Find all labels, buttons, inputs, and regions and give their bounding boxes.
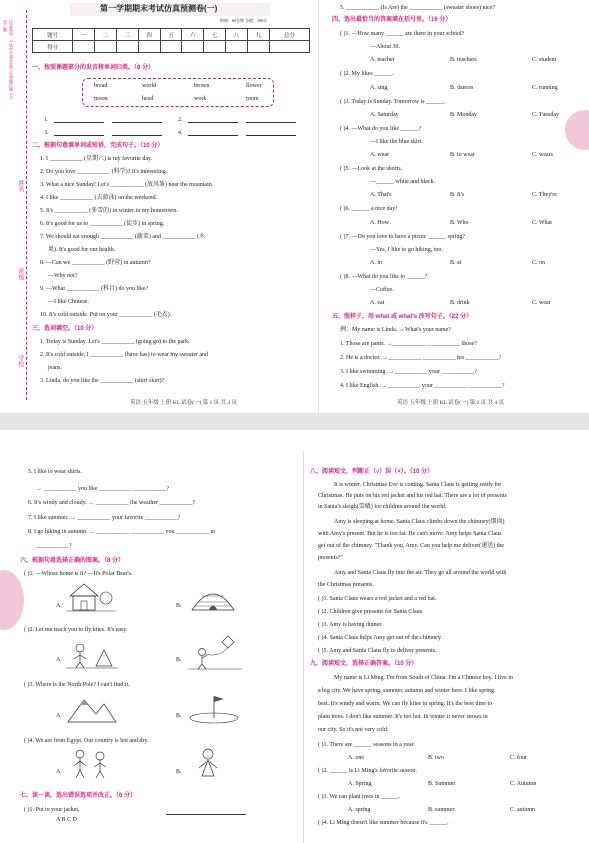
correction-blank[interactable]: [166, 808, 246, 815]
score-header: 八: [226, 29, 248, 41]
score-header: 题号: [33, 29, 73, 41]
score-cell[interactable]: [73, 41, 95, 53]
mc-question: ( )1. There are ______ seasons in a year.: [318, 742, 415, 748]
blank-label: 2.: [178, 117, 183, 123]
mc-option[interactable]: A. That's: [370, 192, 392, 198]
question-line: 4. I like ___________ (去游泳) on the weekend.: [40, 195, 158, 201]
score-cell[interactable]: [226, 41, 248, 53]
question-line: —Why not?: [48, 273, 78, 279]
mc-option[interactable]: C. What: [532, 220, 552, 226]
score-label: 得分: [33, 41, 73, 53]
option-a-label[interactable]: A.: [56, 603, 62, 609]
exam-page-1: [0, 0, 589, 413]
judgement-item: ( )2. Children give presents for Santa Claus.: [318, 609, 424, 615]
picture-question: ( )1. —Whose home is it? —It's Polar Bear's.: [24, 571, 133, 577]
mc-option[interactable]: B. drink: [450, 300, 470, 306]
score-header: 五: [160, 29, 182, 41]
question-line: ___________?: [36, 543, 72, 549]
question-line: → ___________ you like ___________ ___________?: [36, 486, 170, 492]
passage-line: with Amy's present. But he is too fat. He can't move. Amy helps Santa Claus: [318, 531, 502, 537]
mc-option[interactable]: C. wear: [532, 300, 551, 306]
option-b-label[interactable]: B.: [176, 603, 182, 609]
score-header: 二: [95, 29, 117, 41]
passage-line: get out of the chimney. "Thank you, Amy. Can you help me deliver(递送) the: [318, 543, 504, 549]
score-table: [32, 28, 310, 53]
mc-option[interactable]: A. teacher: [370, 57, 395, 63]
question-line: 9. —What ___________ (科目) do you like?: [40, 286, 149, 292]
blank-label: 4.: [178, 130, 183, 136]
kite-flying-picture[interactable]: [188, 634, 242, 670]
mc-option[interactable]: A. How: [370, 220, 389, 226]
error-option-letters: A B C D: [56, 817, 77, 823]
mc-option[interactable]: C. Autumn: [510, 781, 537, 787]
question-line: 6. It's windy and cloudy. → ___________ the weather ___________?: [28, 500, 196, 506]
mc-option[interactable]: C. on: [532, 260, 546, 266]
question-line: 7. We should eat enough ___________ (蔬菜) and ___________ (水: [40, 234, 206, 240]
mc-question: ( )4. Li Ming doesn't like summer because it's ______.: [318, 820, 449, 826]
mc-option[interactable]: B. dances: [450, 85, 474, 91]
option-a-label[interactable]: A.: [56, 769, 62, 775]
mc-question: ( )1. —How many ______ are there in your school?: [340, 31, 465, 37]
picture-question: ( )4. We are from Egypt. Our country is hot and dry.: [24, 738, 149, 744]
section-8-title: 八、阅读短文，判断正（√）误（×）。（10 分）: [310, 469, 434, 475]
question-line: 8. I go hiking in autumn. → ___________ ___________ you ___________ in: [28, 529, 216, 535]
question-line: jeans.: [48, 365, 62, 371]
right-column: [308, 430, 588, 843]
mc-question: ( )8. —What do you like to ______?: [340, 274, 428, 280]
score-cell[interactable]: [204, 41, 226, 53]
question-line: —I like Chinese.: [48, 299, 89, 305]
question-line: 5. ___________ (Is Are) the ___________ (sweater shoes) nice?: [340, 5, 496, 11]
answer-blank[interactable]: [188, 116, 238, 123]
left-column: [30, 0, 315, 413]
mc-sub: —About 30.: [370, 44, 400, 50]
option-b-label[interactable]: B.: [176, 769, 182, 775]
question-line: 果). It's good for our health.: [48, 247, 116, 253]
picture-question: ( )2. Let me teach you to fly kites. It's easy.: [24, 627, 128, 633]
score-header: 三: [116, 29, 138, 41]
word: flower: [246, 83, 262, 89]
mc-option[interactable]: B. Summer: [428, 781, 456, 787]
mc-option[interactable]: C. four: [510, 755, 527, 761]
question-line: 2. He is a doctor. →___________ ___________ his ___________?: [340, 355, 502, 361]
passage-line: best. It's windy and warm. We can fly kites in spring. It's the best time to: [318, 701, 493, 707]
mc-option[interactable]: A. sing: [370, 85, 388, 91]
mc-option[interactable]: C. autumn: [510, 807, 535, 813]
word: bread: [94, 83, 108, 89]
score-header: 七: [204, 29, 226, 41]
snow-mountain-picture[interactable]: [66, 692, 118, 724]
option-a-label[interactable]: A.: [56, 713, 62, 719]
mc-question: ( )4. —What do you like ______?: [340, 126, 422, 132]
blank-label: 1.: [44, 117, 49, 123]
score-cell[interactable]: [269, 41, 309, 53]
mc-option[interactable]: A. wear: [370, 152, 389, 158]
answer-blank[interactable]: [112, 129, 162, 136]
mc-option[interactable]: C. wears: [532, 152, 553, 158]
option-b-label[interactable]: B.: [176, 713, 182, 719]
mc-option[interactable]: A. spring: [348, 807, 371, 813]
score-cell[interactable]: [182, 41, 204, 53]
section-2-title: 二、根据句意填单词或短语，完成句子。（10 分）: [32, 143, 164, 149]
question-line: 3. What a nice Sunday! Let's ___________ (放风筝) near the mountain.: [40, 182, 214, 188]
score-cell[interactable]: [116, 41, 138, 53]
mc-option[interactable]: A. in: [370, 260, 382, 266]
mc-option[interactable]: B. It's: [450, 192, 465, 198]
binding-notes: 注意事项：1.请考生将答案写在答题区域 2.字迹工整: [3, 20, 14, 100]
score-header: 九: [247, 29, 269, 41]
question-line: 7. I like summer. → ___________ your favorite ___________?: [28, 515, 181, 521]
section-1-title: 一、按照课题部分的发音将单词归类。（8 分）: [32, 65, 155, 71]
judgement-item: ( )3. Amy is having dinner.: [318, 622, 383, 628]
question-line: 1. I ___________ (星期六) is my favorite day.: [40, 156, 153, 162]
score-cell[interactable]: [160, 41, 182, 53]
mc-question: ( )3. Today is Sunday. Tomorrow is ______.: [340, 99, 446, 105]
section-9-title: 九、阅读短文，选择正确答案。（10 分）: [310, 661, 418, 667]
mc-option[interactable]: B. teachers: [450, 57, 477, 63]
word: work: [194, 96, 207, 102]
question-line: 3. I like swimming. →___________ your ___________?: [340, 369, 477, 375]
section-6-title: 六、根据句意选择正确的图案。（8 分）: [20, 558, 125, 564]
column-divider: [318, 0, 319, 413]
passage-line: Amy is sleeping at home. Santa Claus climbs down the chimney(烟囱): [334, 519, 505, 525]
example-line: 例：My name is Linda. →What's your name?: [340, 327, 451, 333]
mc-question: ( )7. —Do you love to have a picnic ______ spring?: [340, 234, 466, 240]
question-line: 1. Today is Sunday. Let's ___________ (going go) to the park.: [40, 339, 190, 345]
binding-label-school: 学校: [17, 355, 23, 367]
picture-question: ( )3. Where is the North Pole? I can't find it.: [24, 682, 130, 688]
mc-option[interactable]: A. Spring: [348, 781, 372, 787]
judgement-item: ( )5. Amy and Santa Claus fly to deliver presents.: [318, 648, 437, 654]
mc-option[interactable]: B. Who: [450, 220, 469, 226]
word: room: [246, 96, 259, 102]
mc-sub: —Coffee.: [370, 287, 394, 293]
page-footer: 英语 五年级 上册 KL 试卷(一) 第 2 页 共 4 页: [397, 400, 505, 406]
judgement-item: ( )1. Santa Claus wears a red jacket and a red hat.: [318, 596, 437, 602]
mc-question: ( )6. ______ a nice day!: [340, 206, 398, 212]
passage-line: Christmas. He puts on his red jacket and his red hat. There are a lot of presents: [318, 493, 507, 499]
score-header: 四: [138, 29, 160, 41]
children-picture[interactable]: [66, 746, 116, 780]
exam-page-2: [0, 430, 589, 843]
mc-option[interactable]: B. to wear: [450, 152, 475, 158]
mc-option[interactable]: C. student: [532, 57, 557, 63]
right-column: [322, 0, 587, 413]
mc-option[interactable]: C. running: [532, 85, 558, 91]
answer-blank[interactable]: [246, 116, 296, 123]
question-line: 10. It's cold outside. Put on your ___________ (毛衣).: [40, 312, 172, 318]
mc-option[interactable]: B. summer: [428, 807, 455, 813]
score-header: 总分: [269, 29, 309, 41]
question-line: 2. It's cold outside. I ___________ (have has) to wear my sweater and: [40, 352, 209, 358]
passage-line: in Santa's sleigh(雪橇) for children around the world.: [318, 504, 447, 510]
passage-line: Amy and Santa Claus fly into the air. They go all around the world with: [334, 570, 507, 576]
exam-title: 第一学期期末考试仿真预测卷(一): [100, 4, 218, 13]
north-pole-picture[interactable]: [188, 692, 240, 724]
word: head: [142, 96, 154, 102]
blank-label: 3.: [44, 130, 49, 136]
section-3-title: 三、选词填空。（10 分）: [32, 326, 98, 332]
column-divider: [303, 450, 304, 843]
answer-blank[interactable]: [54, 129, 104, 136]
mc-sub: —I like the blue skirt.: [370, 139, 423, 145]
passage-line: our city. So it's not very cold.: [318, 727, 389, 733]
answer-blank[interactable]: [188, 129, 238, 136]
mc-option[interactable]: A. eat: [370, 300, 385, 306]
binding-label-class: 班级: [17, 268, 23, 280]
question-line: 5. It's ___________ (多雪的) in winter in my hometown.: [40, 208, 178, 214]
answer-blank[interactable]: [112, 116, 162, 123]
section-4-title: 四、选出最恰当的答案填在括号里。（16 分）: [332, 17, 452, 23]
exam-meta: 时间：60分钟 分值：100分: [220, 18, 267, 23]
question-line: 1. Those are pants. →___________ ___________ those?: [340, 341, 477, 347]
mc-option[interactable]: B. Monday: [450, 112, 477, 118]
snow-scene-picture[interactable]: [66, 636, 118, 670]
left-column: [18, 430, 298, 843]
mc-question: ( )2. ______ is Li Ming's favorite season.: [318, 768, 417, 774]
passage-line: My name is Li Ming. I'm from South of China. I'm a Chinese boy. I live in: [334, 675, 513, 681]
score-cell[interactable]: [95, 41, 117, 53]
answer-blank[interactable]: [54, 116, 104, 123]
binding-label-name: 姓名: [17, 180, 23, 192]
word: moon: [94, 96, 108, 102]
option-b-label[interactable]: B.: [176, 657, 182, 663]
score-cell[interactable]: [138, 41, 160, 53]
score-cell[interactable]: [247, 41, 269, 53]
mc-sub: —______ white and black.: [370, 179, 435, 185]
word: world: [142, 83, 156, 89]
mc-question: ( )5. —Look at the shorts.: [340, 166, 403, 172]
passage-line: It is winter. Christmas Eve is coming. Santa Claus is getting ready for: [334, 482, 502, 488]
mc-option[interactable]: B. at: [450, 260, 462, 266]
house-picture[interactable]: [66, 580, 116, 614]
mc-sub: —Yes, I like to go hiking, too.: [370, 247, 443, 253]
question-line: 2. Do you love ___________ (科学)? It's interesting.: [40, 169, 168, 175]
option-a-label[interactable]: A.: [56, 657, 62, 663]
question-line: 8. —Can we ___________ (野营) in autumn?: [40, 260, 151, 266]
passage-line: presents?": [318, 555, 343, 561]
question-line: 5. I like to wear shirts.: [28, 469, 82, 475]
mc-question: ( )2. My likes ______.: [340, 71, 394, 77]
section-7-title: 七、读一读，选出错误选项并改正。（6 分）: [20, 793, 137, 799]
score-header: 六: [182, 29, 204, 41]
passage-line: a big city. We have spring, summer, autumn and winter here. I like spring: [318, 688, 494, 694]
answer-blank[interactable]: [246, 129, 296, 136]
score-header: 一: [73, 29, 95, 41]
section-5-title: 五、照样子，用 what 或 what's 改写句子。（22 分）: [332, 314, 473, 320]
question-line: 4. I like English. →___________ your ___________ ___________?: [340, 383, 505, 389]
igloo-picture[interactable]: [188, 582, 238, 614]
question-line: 6. It's good for us to ___________ (徒步) in spring.: [40, 221, 165, 227]
page-footer: 英语 五年级 上册 KL 试卷(一) 第 1 页 共 4 页: [130, 400, 238, 406]
mc-option[interactable]: A. one: [348, 755, 364, 761]
word: brown: [194, 83, 210, 89]
passage-line: the Christmas presents.: [318, 582, 374, 588]
mc-option[interactable]: A. Saturday: [370, 112, 399, 118]
mc-option[interactable]: C. They're: [532, 192, 557, 198]
passage-line: plant trees. I don't like summer. It's too hot. In winter it never snows in: [318, 714, 488, 720]
mc-option[interactable]: C. Tuesday: [532, 112, 560, 118]
judgement-item: ( )4. Santa Claus helps Amy get out of the chimney.: [318, 635, 442, 641]
girl-picture[interactable]: [188, 746, 228, 780]
question-line: 3. Linda, do you like the ___________ (shirt skirt)?: [40, 378, 165, 384]
mc-option[interactable]: B. two: [428, 755, 445, 761]
binding-line: [26, 10, 27, 400]
error-question: ( )1. Put to your jacket.: [24, 807, 80, 813]
mc-question: ( )3. We can plant trees in ______.: [318, 794, 401, 800]
